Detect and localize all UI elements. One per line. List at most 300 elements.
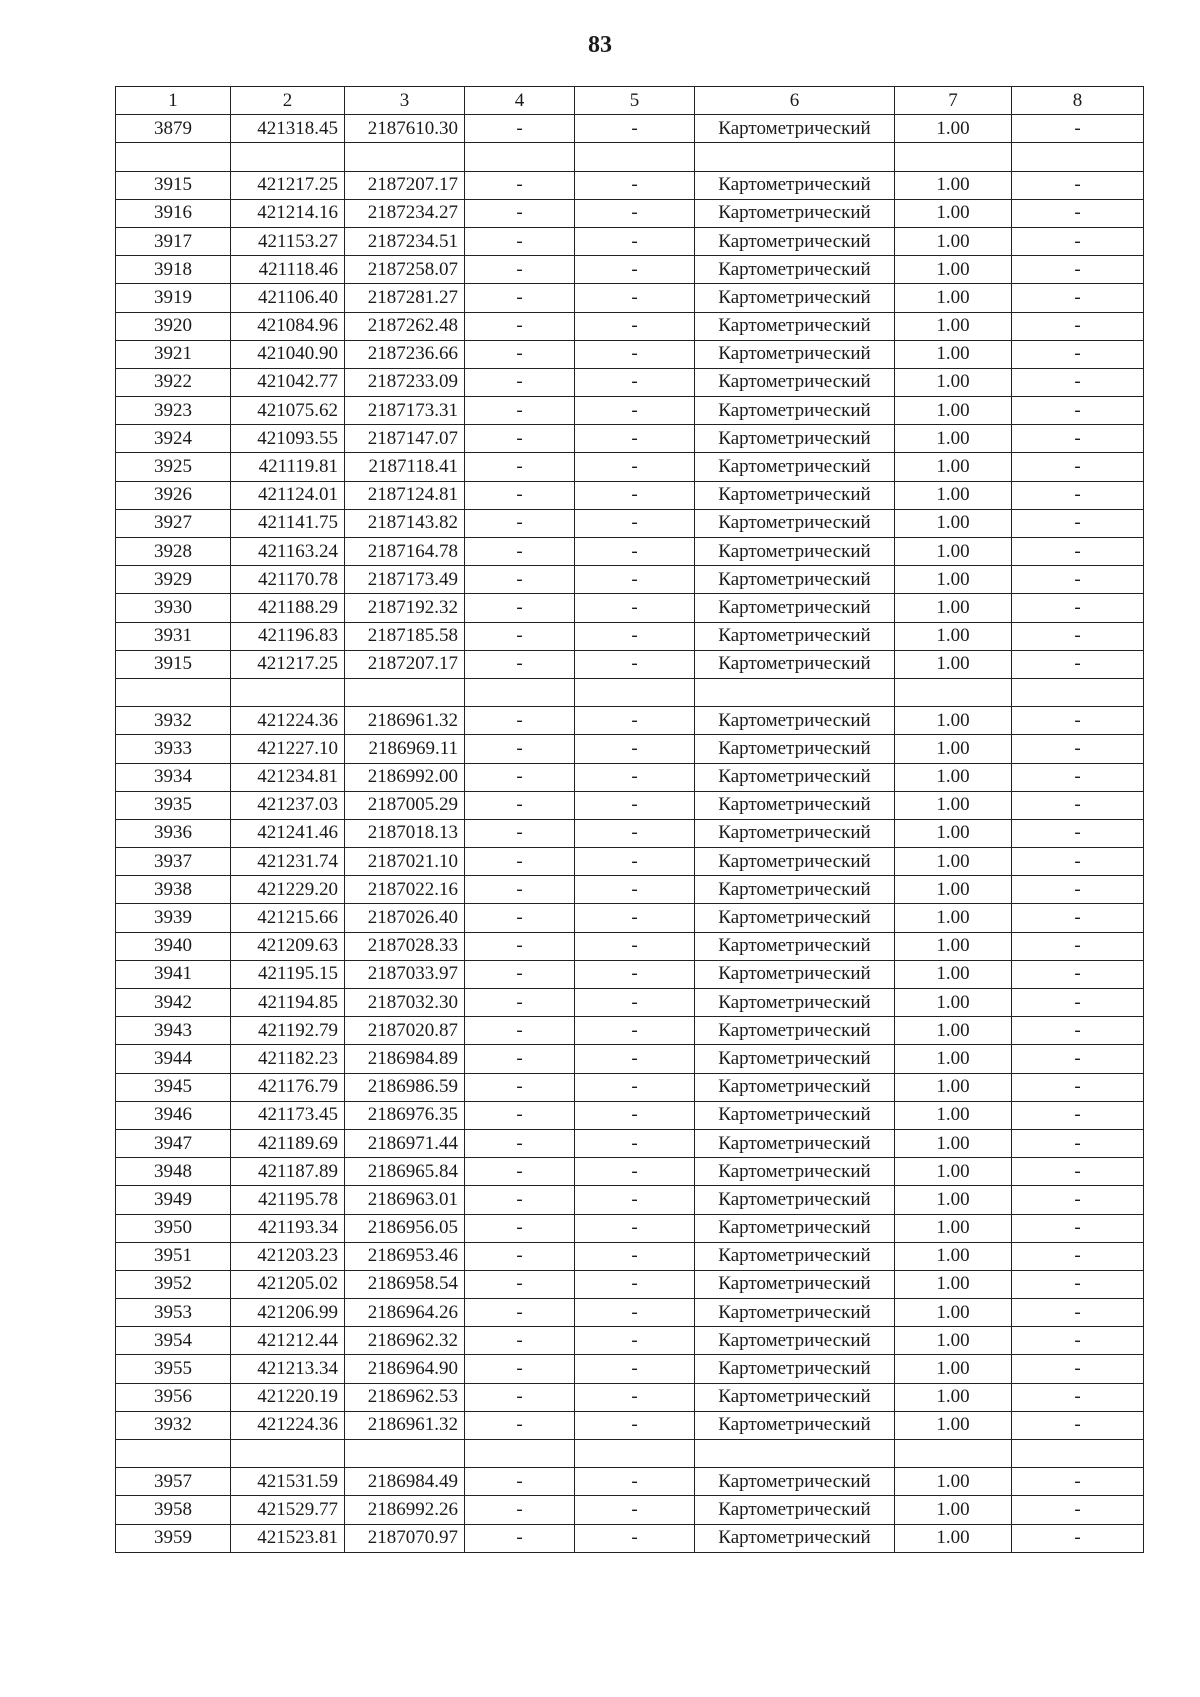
- method-cell: [695, 143, 895, 171]
- method-cell: Картометрический: [695, 1214, 895, 1242]
- x-coordinate-cell: 421084.96: [231, 312, 345, 340]
- col-4-value-cell: -: [465, 1468, 575, 1496]
- col-5-value-cell: [575, 143, 695, 171]
- col-8-value-cell: -: [1012, 848, 1144, 876]
- x-coordinate-cell: 421214.16: [231, 199, 345, 227]
- col-4-value-cell: -: [465, 1496, 575, 1524]
- col-4-value-cell: -: [465, 904, 575, 932]
- col-5-value-cell: -: [575, 960, 695, 988]
- col-8-value-cell: -: [1012, 819, 1144, 847]
- col-8-value-cell: -: [1012, 1496, 1144, 1524]
- col-5-value-cell: -: [575, 1270, 695, 1298]
- method-cell: Картометрический: [695, 199, 895, 227]
- point-number-cell: 3958: [116, 1496, 231, 1524]
- method-cell: Картометрический: [695, 368, 895, 396]
- y-coordinate-cell: 2187118.41: [345, 453, 465, 481]
- col-4-value-cell: [465, 678, 575, 706]
- accuracy-cell: 1.00: [895, 1299, 1012, 1327]
- col-5-value-cell: -: [575, 397, 695, 425]
- accuracy-cell: 1.00: [895, 481, 1012, 509]
- col-8-value-cell: -: [1012, 1468, 1144, 1496]
- col-8-value-cell: -: [1012, 171, 1144, 199]
- col-8-value-cell: -: [1012, 284, 1144, 312]
- table-row: [116, 791, 1144, 819]
- point-number-cell: 3921: [116, 340, 231, 368]
- y-coordinate-cell: 2187262.48: [345, 312, 465, 340]
- point-number-cell: 3945: [116, 1073, 231, 1101]
- y-coordinate-cell: 2186956.05: [345, 1214, 465, 1242]
- accuracy-cell: 1.00: [895, 284, 1012, 312]
- x-coordinate-cell: 421241.46: [231, 819, 345, 847]
- col-5-value-cell: -: [575, 1468, 695, 1496]
- x-coordinate-cell: 421212.44: [231, 1327, 345, 1355]
- col-8-value-cell: -: [1012, 368, 1144, 396]
- y-coordinate-cell: [345, 143, 465, 171]
- accuracy-cell: 1.00: [895, 171, 1012, 199]
- col-4-value-cell: -: [465, 819, 575, 847]
- table-row: [116, 622, 1144, 650]
- method-cell: Картометрический: [695, 481, 895, 509]
- table-row: [116, 594, 1144, 622]
- y-coordinate-cell: 2187173.31: [345, 397, 465, 425]
- col-5-value-cell: -: [575, 1101, 695, 1129]
- y-coordinate-cell: 2187021.10: [345, 848, 465, 876]
- method-cell: Картометрический: [695, 340, 895, 368]
- method-cell: Картометрический: [695, 425, 895, 453]
- col-5-value-cell: -: [575, 171, 695, 199]
- method-cell: Картометрический: [695, 594, 895, 622]
- y-coordinate-cell: 2187185.58: [345, 622, 465, 650]
- accuracy-cell: 1.00: [895, 1242, 1012, 1270]
- table-row: [116, 340, 1144, 368]
- page-number: 83: [588, 32, 612, 58]
- y-coordinate-cell: 2186976.35: [345, 1101, 465, 1129]
- col-4-value-cell: -: [465, 650, 575, 678]
- point-number-cell: 3939: [116, 904, 231, 932]
- col-8-value-cell: -: [1012, 1524, 1144, 1552]
- y-coordinate-cell: 2186986.59: [345, 1073, 465, 1101]
- y-coordinate-cell: 2186962.32: [345, 1327, 465, 1355]
- col-4-value-cell: -: [465, 1242, 575, 1270]
- method-cell: Картометрический: [695, 115, 895, 143]
- accuracy-cell: 1.00: [895, 763, 1012, 791]
- y-coordinate-cell: 2187143.82: [345, 509, 465, 537]
- point-number-cell: 3930: [116, 594, 231, 622]
- column-header: 6: [695, 87, 895, 115]
- point-number-cell: 3932: [116, 1411, 231, 1439]
- method-cell: Картометрический: [695, 735, 895, 763]
- x-coordinate-cell: 421188.29: [231, 594, 345, 622]
- table-row: [116, 368, 1144, 396]
- col-8-value-cell: -: [1012, 594, 1144, 622]
- y-coordinate-cell: [345, 1440, 465, 1468]
- col-5-value-cell: -: [575, 425, 695, 453]
- y-coordinate-cell: 2187005.29: [345, 791, 465, 819]
- col-8-value-cell: -: [1012, 1158, 1144, 1186]
- x-coordinate-cell: 421229.20: [231, 876, 345, 904]
- method-cell: Картометрический: [695, 509, 895, 537]
- col-5-value-cell: -: [575, 989, 695, 1017]
- method-cell: Картометрический: [695, 1045, 895, 1073]
- point-number-cell: 3918: [116, 256, 231, 284]
- x-coordinate-cell: 421187.89: [231, 1158, 345, 1186]
- point-number-cell: 3879: [116, 115, 231, 143]
- table-body: [116, 115, 1144, 1553]
- point-number-cell: 3923: [116, 397, 231, 425]
- accuracy-cell: 1.00: [895, 1073, 1012, 1101]
- table-row: [116, 1496, 1144, 1524]
- point-number-cell: 3943: [116, 1017, 231, 1045]
- point-number-cell: [116, 678, 231, 706]
- y-coordinate-cell: 2187233.09: [345, 368, 465, 396]
- x-coordinate-cell: 421163.24: [231, 538, 345, 566]
- y-coordinate-cell: 2187610.30: [345, 115, 465, 143]
- col-5-value-cell: -: [575, 904, 695, 932]
- col-8-value-cell: [1012, 143, 1144, 171]
- method-cell: Картометрический: [695, 1355, 895, 1383]
- method-cell: Картометрический: [695, 171, 895, 199]
- accuracy-cell: 1.00: [895, 1496, 1012, 1524]
- x-coordinate-cell: 421173.45: [231, 1101, 345, 1129]
- y-coordinate-cell: 2187124.81: [345, 481, 465, 509]
- method-cell: Картометрический: [695, 791, 895, 819]
- accuracy-cell: 1.00: [895, 397, 1012, 425]
- col-4-value-cell: -: [465, 1214, 575, 1242]
- col-4-value-cell: -: [465, 1101, 575, 1129]
- x-coordinate-cell: [231, 143, 345, 171]
- column-header: 3: [345, 87, 465, 115]
- y-coordinate-cell: 2186953.46: [345, 1242, 465, 1270]
- accuracy-cell: 1.00: [895, 1524, 1012, 1552]
- x-coordinate-cell: 421141.75: [231, 509, 345, 537]
- col-5-value-cell: -: [575, 509, 695, 537]
- col-8-value-cell: -: [1012, 566, 1144, 594]
- col-4-value-cell: -: [465, 876, 575, 904]
- accuracy-cell: 1.00: [895, 340, 1012, 368]
- col-5-value-cell: [575, 1440, 695, 1468]
- x-coordinate-cell: 421529.77: [231, 1496, 345, 1524]
- col-4-value-cell: -: [465, 1073, 575, 1101]
- accuracy-cell: [895, 1440, 1012, 1468]
- method-cell: Картометрический: [695, 256, 895, 284]
- col-8-value-cell: -: [1012, 1242, 1144, 1270]
- point-number-cell: 3944: [116, 1045, 231, 1073]
- x-coordinate-cell: 421213.34: [231, 1355, 345, 1383]
- table-row: [116, 1073, 1144, 1101]
- method-cell: Картометрический: [695, 819, 895, 847]
- accuracy-cell: 1.00: [895, 876, 1012, 904]
- y-coordinate-cell: 2187207.17: [345, 171, 465, 199]
- col-8-value-cell: -: [1012, 791, 1144, 819]
- col-5-value-cell: -: [575, 735, 695, 763]
- y-coordinate-cell: [345, 678, 465, 706]
- method-cell: Картометрический: [695, 1496, 895, 1524]
- col-8-value-cell: -: [1012, 115, 1144, 143]
- x-coordinate-cell: 421215.66: [231, 904, 345, 932]
- point-number-cell: 3946: [116, 1101, 231, 1129]
- col-4-value-cell: [465, 143, 575, 171]
- col-4-value-cell: -: [465, 566, 575, 594]
- table-row: [116, 876, 1144, 904]
- method-cell: Картометрический: [695, 650, 895, 678]
- table-row: [116, 1299, 1144, 1327]
- accuracy-cell: 1.00: [895, 1045, 1012, 1073]
- table-row: [116, 1524, 1144, 1552]
- x-coordinate-cell: 421093.55: [231, 425, 345, 453]
- table-row: [116, 989, 1144, 1017]
- col-5-value-cell: -: [575, 227, 695, 255]
- col-8-value-cell: -: [1012, 1045, 1144, 1073]
- col-4-value-cell: -: [465, 594, 575, 622]
- x-coordinate-cell: 421182.23: [231, 1045, 345, 1073]
- col-8-value-cell: -: [1012, 227, 1144, 255]
- method-cell: Картометрический: [695, 1299, 895, 1327]
- y-coordinate-cell: 2187236.66: [345, 340, 465, 368]
- x-coordinate-cell: 421124.01: [231, 481, 345, 509]
- x-coordinate-cell: 421531.59: [231, 1468, 345, 1496]
- x-coordinate-cell: 421205.02: [231, 1270, 345, 1298]
- col-4-value-cell: -: [465, 1186, 575, 1214]
- method-cell: Картометрический: [695, 960, 895, 988]
- method-cell: Картометрический: [695, 989, 895, 1017]
- point-number-cell: [116, 1440, 231, 1468]
- col-5-value-cell: -: [575, 876, 695, 904]
- accuracy-cell: 1.00: [895, 848, 1012, 876]
- accuracy-cell: 1.00: [895, 707, 1012, 735]
- col-4-value-cell: -: [465, 1524, 575, 1552]
- x-coordinate-cell: [231, 678, 345, 706]
- col-8-value-cell: -: [1012, 1327, 1144, 1355]
- accuracy-cell: 1.00: [895, 1270, 1012, 1298]
- accuracy-cell: 1.00: [895, 453, 1012, 481]
- x-coordinate-cell: 421106.40: [231, 284, 345, 312]
- y-coordinate-cell: 2187234.27: [345, 199, 465, 227]
- x-coordinate-cell: 421318.45: [231, 115, 345, 143]
- method-cell: Картометрический: [695, 1101, 895, 1129]
- col-4-value-cell: -: [465, 622, 575, 650]
- x-coordinate-cell: 421203.23: [231, 1242, 345, 1270]
- col-5-value-cell: -: [575, 650, 695, 678]
- col-5-value-cell: -: [575, 1355, 695, 1383]
- y-coordinate-cell: 2186965.84: [345, 1158, 465, 1186]
- table-row: [116, 1355, 1144, 1383]
- accuracy-cell: 1.00: [895, 1383, 1012, 1411]
- col-8-value-cell: -: [1012, 1355, 1144, 1383]
- table-row: [116, 735, 1144, 763]
- table-row: [116, 481, 1144, 509]
- method-cell: Картометрический: [695, 1524, 895, 1552]
- point-number-cell: 3955: [116, 1355, 231, 1383]
- col-5-value-cell: -: [575, 707, 695, 735]
- col-8-value-cell: -: [1012, 312, 1144, 340]
- x-coordinate-cell: 421192.79: [231, 1017, 345, 1045]
- method-cell: Картометрический: [695, 1073, 895, 1101]
- x-coordinate-cell: 421227.10: [231, 735, 345, 763]
- method-cell: Картометрический: [695, 876, 895, 904]
- col-5-value-cell: -: [575, 1327, 695, 1355]
- x-coordinate-cell: 421224.36: [231, 707, 345, 735]
- y-coordinate-cell: 2186984.89: [345, 1045, 465, 1073]
- accuracy-cell: 1.00: [895, 256, 1012, 284]
- col-4-value-cell: -: [465, 425, 575, 453]
- col-8-value-cell: -: [1012, 960, 1144, 988]
- x-coordinate-cell: 421176.79: [231, 1073, 345, 1101]
- col-5-value-cell: -: [575, 453, 695, 481]
- y-coordinate-cell: 2187026.40: [345, 904, 465, 932]
- col-5-value-cell: -: [575, 594, 695, 622]
- method-cell: Картометрический: [695, 1383, 895, 1411]
- x-coordinate-cell: 421206.99: [231, 1299, 345, 1327]
- method-cell: Картометрический: [695, 1158, 895, 1186]
- y-coordinate-cell: 2187258.07: [345, 256, 465, 284]
- accuracy-cell: 1.00: [895, 960, 1012, 988]
- accuracy-cell: 1.00: [895, 115, 1012, 143]
- x-coordinate-cell: 421170.78: [231, 566, 345, 594]
- x-coordinate-cell: 421217.25: [231, 650, 345, 678]
- point-number-cell: 3957: [116, 1468, 231, 1496]
- y-coordinate-cell: 2186971.44: [345, 1129, 465, 1157]
- table-row: [116, 1045, 1144, 1073]
- accuracy-cell: 1.00: [895, 1129, 1012, 1157]
- col-5-value-cell: -: [575, 791, 695, 819]
- point-number-cell: 3951: [116, 1242, 231, 1270]
- method-cell: Картометрический: [695, 763, 895, 791]
- table-row: [116, 1242, 1144, 1270]
- col-5-value-cell: -: [575, 763, 695, 791]
- col-8-value-cell: -: [1012, 481, 1144, 509]
- col-8-value-cell: -: [1012, 650, 1144, 678]
- col-5-value-cell: -: [575, 1214, 695, 1242]
- col-5-value-cell: -: [575, 340, 695, 368]
- point-number-cell: 3932: [116, 707, 231, 735]
- point-number-cell: 3956: [116, 1383, 231, 1411]
- col-5-value-cell: -: [575, 1045, 695, 1073]
- x-coordinate-cell: 421194.85: [231, 989, 345, 1017]
- col-8-value-cell: -: [1012, 397, 1144, 425]
- x-coordinate-cell: 421195.15: [231, 960, 345, 988]
- col-4-value-cell: -: [465, 1129, 575, 1157]
- x-coordinate-cell: 421153.27: [231, 227, 345, 255]
- table-row: [116, 1411, 1144, 1439]
- accuracy-cell: 1.00: [895, 1327, 1012, 1355]
- accuracy-cell: 1.00: [895, 425, 1012, 453]
- x-coordinate-cell: 421234.81: [231, 763, 345, 791]
- table-row: [116, 1383, 1144, 1411]
- point-number-cell: 3934: [116, 763, 231, 791]
- col-4-value-cell: [465, 1440, 575, 1468]
- table-row: [116, 1468, 1144, 1496]
- point-number-cell: 3928: [116, 538, 231, 566]
- accuracy-cell: 1.00: [895, 622, 1012, 650]
- col-5-value-cell: -: [575, 819, 695, 847]
- col-5-value-cell: -: [575, 256, 695, 284]
- col-8-value-cell: -: [1012, 1101, 1144, 1129]
- y-coordinate-cell: 2187192.32: [345, 594, 465, 622]
- col-4-value-cell: -: [465, 989, 575, 1017]
- col-5-value-cell: -: [575, 622, 695, 650]
- accuracy-cell: 1.00: [895, 1101, 1012, 1129]
- point-number-cell: [116, 143, 231, 171]
- method-cell: Картометрический: [695, 538, 895, 566]
- accuracy-cell: [895, 678, 1012, 706]
- point-number-cell: 3920: [116, 312, 231, 340]
- col-4-value-cell: -: [465, 1045, 575, 1073]
- method-cell: Картометрический: [695, 227, 895, 255]
- col-5-value-cell: -: [575, 848, 695, 876]
- method-cell: Картометрический: [695, 932, 895, 960]
- table-row: [116, 538, 1144, 566]
- col-5-value-cell: -: [575, 932, 695, 960]
- accuracy-cell: 1.00: [895, 904, 1012, 932]
- col-4-value-cell: -: [465, 735, 575, 763]
- col-5-value-cell: -: [575, 1242, 695, 1270]
- point-number-cell: 3931: [116, 622, 231, 650]
- x-coordinate-cell: 421119.81: [231, 453, 345, 481]
- accuracy-cell: 1.00: [895, 227, 1012, 255]
- col-8-value-cell: [1012, 678, 1144, 706]
- x-coordinate-cell: 421118.46: [231, 256, 345, 284]
- y-coordinate-cell: 2187070.97: [345, 1524, 465, 1552]
- col-4-value-cell: -: [465, 171, 575, 199]
- col-4-value-cell: -: [465, 368, 575, 396]
- col-4-value-cell: -: [465, 115, 575, 143]
- col-8-value-cell: -: [1012, 1186, 1144, 1214]
- col-4-value-cell: -: [465, 1383, 575, 1411]
- table-row: [116, 171, 1144, 199]
- y-coordinate-cell: 2186964.90: [345, 1355, 465, 1383]
- table-row: [116, 1017, 1144, 1045]
- col-8-value-cell: -: [1012, 425, 1144, 453]
- y-coordinate-cell: 2186962.53: [345, 1383, 465, 1411]
- point-number-cell: 3915: [116, 171, 231, 199]
- col-4-value-cell: -: [465, 1270, 575, 1298]
- y-coordinate-cell: 2186992.00: [345, 763, 465, 791]
- y-coordinate-cell: 2187173.49: [345, 566, 465, 594]
- col-5-value-cell: -: [575, 1017, 695, 1045]
- col-4-value-cell: -: [465, 932, 575, 960]
- accuracy-cell: 1.00: [895, 1468, 1012, 1496]
- table-row: [116, 256, 1144, 284]
- point-number-cell: 3938: [116, 876, 231, 904]
- method-cell: Картометрический: [695, 1129, 895, 1157]
- point-number-cell: 3935: [116, 791, 231, 819]
- method-cell: Картометрический: [695, 1468, 895, 1496]
- method-cell: Картометрический: [695, 1017, 895, 1045]
- method-cell: Картометрический: [695, 397, 895, 425]
- col-4-value-cell: -: [465, 256, 575, 284]
- y-coordinate-cell: 2186964.26: [345, 1299, 465, 1327]
- method-cell: Картометрический: [695, 453, 895, 481]
- column-header: 1: [116, 87, 231, 115]
- col-8-value-cell: -: [1012, 1214, 1144, 1242]
- point-number-cell: 3937: [116, 848, 231, 876]
- table-row: [116, 650, 1144, 678]
- table-row: [116, 1214, 1144, 1242]
- table-row: [116, 904, 1144, 932]
- point-number-cell: 3947: [116, 1129, 231, 1157]
- table-row: [116, 1101, 1144, 1129]
- col-5-value-cell: -: [575, 1496, 695, 1524]
- col-5-value-cell: -: [575, 284, 695, 312]
- col-4-value-cell: -: [465, 763, 575, 791]
- col-8-value-cell: -: [1012, 1411, 1144, 1439]
- col-8-value-cell: -: [1012, 1299, 1144, 1327]
- col-4-value-cell: -: [465, 1355, 575, 1383]
- accuracy-cell: 1.00: [895, 989, 1012, 1017]
- col-8-value-cell: -: [1012, 707, 1144, 735]
- col-8-value-cell: -: [1012, 1073, 1144, 1101]
- col-4-value-cell: -: [465, 509, 575, 537]
